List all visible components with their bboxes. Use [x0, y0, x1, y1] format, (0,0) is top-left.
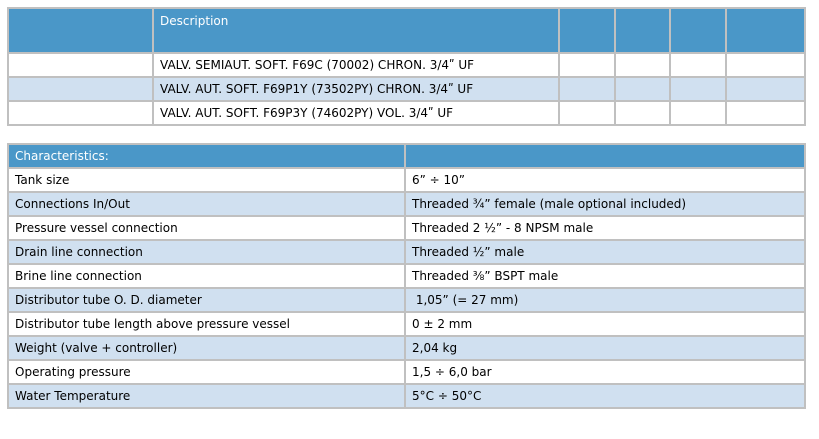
characteristics-header-row [8, 144, 805, 168]
header-empty-cell [670, 8, 726, 53]
table-row [8, 384, 805, 408]
characteristic-value: 6” ÷ 10” [405, 168, 805, 192]
characteristic-value: 1,5 ÷ 6,0 bar [405, 360, 805, 384]
empty-cell [559, 53, 615, 77]
description-cell: VALV. AUT. SOFT. F69P1Y (73502PY) CHRON. 3/4ʺ UF [153, 77, 559, 101]
description-cell: VALV. SEMIAUT. SOFT. F69C (70002) CHRON. 3/4ʺ UF [153, 53, 559, 77]
table-row [8, 101, 805, 125]
table-row [8, 336, 805, 360]
characteristic-value: 5°C ÷ 50°C [405, 384, 805, 408]
header-empty-cell [726, 8, 805, 53]
empty-cell [559, 77, 615, 101]
characteristic-label: Operating pressure [8, 360, 405, 384]
code-cell [8, 53, 153, 77]
characteristic-label: Connections In/Out [8, 192, 405, 216]
characteristic-label: Weight (valve + controller) [8, 336, 405, 360]
products-header-row [8, 8, 805, 53]
table-row [8, 168, 805, 192]
description-cell: VALV. AUT. SOFT. F69P3Y (74602PY) VOL. 3/4ʺ UF [153, 101, 559, 125]
empty-cell [670, 53, 726, 77]
characteristic-label: Tank size [8, 168, 405, 192]
empty-cell [615, 101, 670, 125]
empty-cell [726, 101, 805, 125]
table-row [8, 53, 805, 77]
characteristic-value: Threaded ¾” female (male optional included) [405, 192, 805, 216]
characteristics-table [7, 143, 806, 409]
characteristic-label: Brine line connection [8, 264, 405, 288]
empty-cell [726, 77, 805, 101]
characteristics-header: Characteristics: [8, 144, 405, 168]
empty-cell [670, 77, 726, 101]
header-empty-cell [405, 144, 805, 168]
characteristic-label: Water Temperature [8, 384, 405, 408]
characteristic-value: 2,04 kg [405, 336, 805, 360]
characteristic-label: Drain line connection [8, 240, 405, 264]
characteristic-label: Distributor tube O. D. diameter [8, 288, 405, 312]
header-empty-cell [8, 8, 153, 53]
description-header: Description [153, 8, 559, 53]
empty-cell [726, 53, 805, 77]
header-empty-cell [559, 8, 615, 53]
table-row [8, 312, 805, 336]
code-cell [8, 77, 153, 101]
table-row [8, 192, 805, 216]
characteristic-value: Threaded 2 ½” - 8 NPSM male [405, 216, 805, 240]
table-row [8, 264, 805, 288]
empty-cell [615, 77, 670, 101]
products-table [7, 7, 806, 126]
header-empty-cell [615, 8, 670, 53]
table-row [8, 360, 805, 384]
table-row [8, 288, 805, 312]
table-row [8, 77, 805, 101]
empty-cell [559, 101, 615, 125]
characteristic-value: 1,05” (= 27 mm) [405, 288, 805, 312]
characteristic-value: Threaded ⅜” BSPT male [405, 264, 805, 288]
characteristic-label: Pressure vessel connection [8, 216, 405, 240]
table-row [8, 216, 805, 240]
empty-cell [670, 101, 726, 125]
characteristic-label: Distributor tube length above pressure vessel [8, 312, 405, 336]
code-cell [8, 101, 153, 125]
characteristic-value: 0 ± 2 mm [405, 312, 805, 336]
characteristic-value: Threaded ½” male [405, 240, 805, 264]
empty-cell [615, 53, 670, 77]
table-row [8, 240, 805, 264]
